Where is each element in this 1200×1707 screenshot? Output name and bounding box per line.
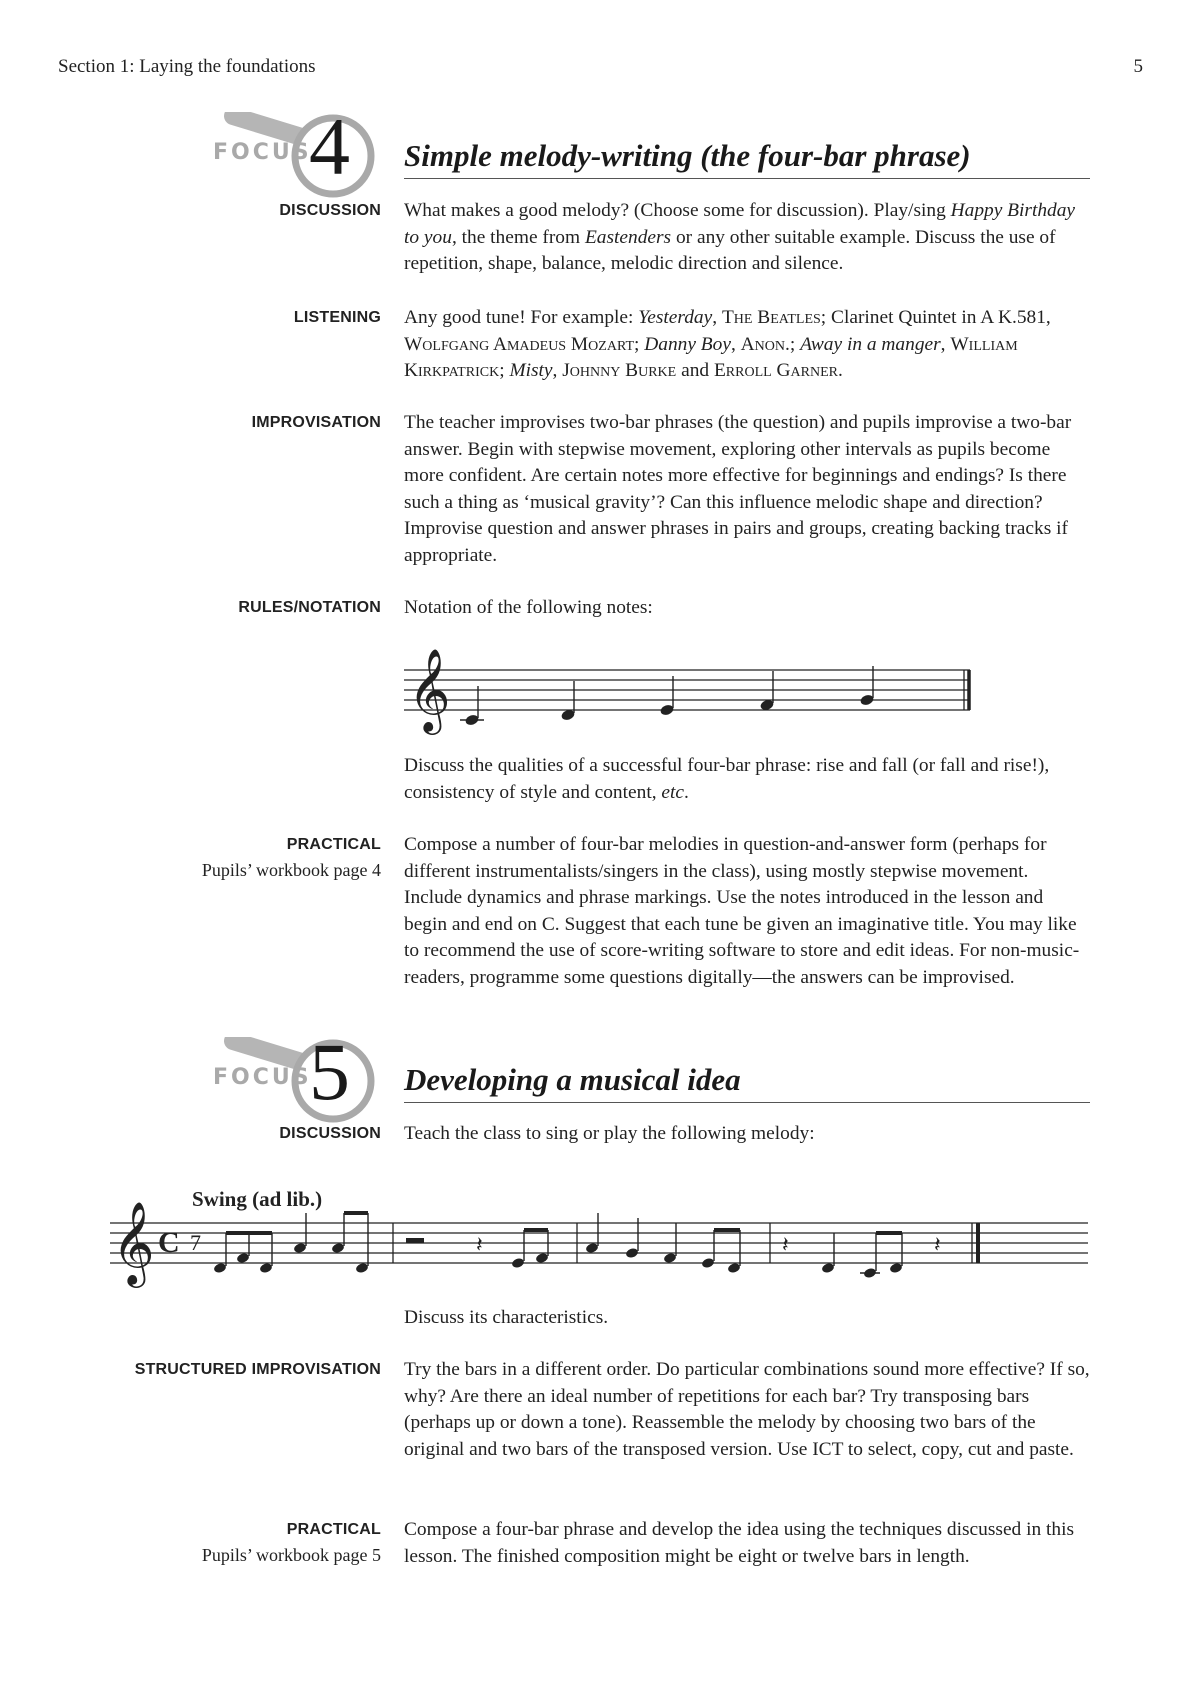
running-head: Section 1: Laying the foundations	[58, 56, 316, 77]
note-d	[560, 681, 575, 722]
svg-text:𝄽: 𝄽	[476, 1233, 483, 1258]
discussion-text: What makes a good melody? (Choose some for discussion). Play/sing Happy Birthday to you, the theme from Eastenders or any other suitable example. Discuss the use of repetition, shape, balance, melodic direction and silence.	[404, 200, 1076, 274]
note-f	[759, 671, 774, 712]
bar-4	[782, 1233, 941, 1279]
svg-text:𝄞: 𝄞	[408, 647, 451, 731]
discussion-text-5: Teach the class to sing or play the following melody:	[404, 1123, 815, 1144]
rules-notation-intro: Notation of the following notes:	[404, 597, 653, 618]
structured-improvisation-text: Try the bars in a different order. Do particular combinations sound more effective? If so, why? Are there an ideal number of repetitions for each bar? Try transposing bars (perhaps up or down a tone). Reassemble the melody by choosing two bars of the original and two bars of the transposed version. Use ICT to select, copy, cut and paste.	[404, 1359, 1090, 1460]
label-practical-4: PRACTICAL	[286, 836, 381, 853]
practical-text-4: Compose a number of four-bar melodies in question-and-answer form (perhaps for different instrumentalists/singers in the class), using mostly stepwise movement. Include dynamics and phrase markings. Use the notes introduced in the lesson and begin and end on C. Suggest that each tune be given an imaginative title. You may like to recommend the use of score-writing software to store and edit ideas. For non-music-readers, programme some questions digitally—the answers can be improvised.	[404, 834, 1080, 988]
svg-text:𝄽: 𝄽	[934, 1233, 941, 1258]
treble-clef-icon	[112, 1200, 155, 1288]
practical-text-5: Compose a four-bar phrase and develop the idea using the techniques discussed in this lesson. The finished composition might be eight or twelve bars in length.	[404, 1519, 1075, 1567]
section-title-focus-4: Simple melody-writing (the four-bar phrase)	[404, 138, 1090, 179]
section-title-focus-5: Developing a musical idea	[404, 1062, 1090, 1103]
workbook-ref-5: Pupils’ workbook page 5	[201, 1545, 381, 1565]
label-practical-5: PRACTICAL	[286, 1521, 381, 1538]
note-c	[460, 686, 484, 727]
focus-word: FOCUS	[213, 140, 312, 165]
note-g	[859, 666, 874, 707]
time-signature: C	[158, 1226, 180, 1259]
svg-text:𝄞: 𝄞	[112, 1200, 155, 1284]
focus-badge-5	[205, 1026, 385, 1125]
label-discussion-5: DISCUSSION	[279, 1125, 381, 1142]
page-number: 5	[1133, 56, 1143, 77]
melody-staff	[110, 1178, 1090, 1288]
focus-badge-4	[205, 101, 385, 200]
label-discussion: DISCUSSION	[279, 202, 381, 219]
rules-notation-after: Discuss the qualities of a successful four-bar phrase: rise and fall (or fall and rise!), consistency of style and content, etc.	[404, 755, 1050, 803]
label-structured-improvisation: STRUCTURED IMPROVISATION	[134, 1361, 381, 1378]
after-melody-text: Discuss its characteristics.	[404, 1307, 609, 1328]
notation-staff-notes	[404, 640, 984, 745]
focus-number: 4	[309, 101, 350, 192]
focus-word: FOCUS	[213, 1065, 312, 1090]
workbook-ref-4: Pupils’ workbook page 4	[201, 860, 381, 880]
svg-text:𝄽: 𝄽	[782, 1233, 789, 1258]
improvisation-text: The teacher improvises two-bar phrases (the question) and pupils improvise a two-bar answer. Begin with stepwise movement, exploring other intervals as pupils become more confident. Are certain notes more effective for beginnings and endings? Is there such a thing as ‘musical gravity’? Can this influence melodic shape and direction? Improvise question and answer phrases in pairs and groups, creating backing tracks if appropriate.	[404, 412, 1072, 566]
label-improvisation: IMPROVISATION	[251, 414, 381, 431]
eighth-rest: 7	[190, 1230, 201, 1255]
treble-clef-icon	[408, 647, 451, 735]
focus-number: 5	[309, 1026, 350, 1117]
listening-text: Any good tune! For example: Yesterday, The Beatles; Clarinet Quintet in A K.581, Wolfgang Amadeus Mozart; Danny Boy, Anon.; Away in a manger, William Kirkpatrick; Misty, Johnny Burke and Erroll Garner.	[404, 307, 1051, 381]
note-e	[659, 676, 674, 717]
tempo-marking: Swing (ad lib.)	[192, 1187, 323, 1211]
label-listening: LISTENING	[293, 309, 381, 326]
label-rules-notation: RULES/NOTATION	[238, 599, 381, 616]
